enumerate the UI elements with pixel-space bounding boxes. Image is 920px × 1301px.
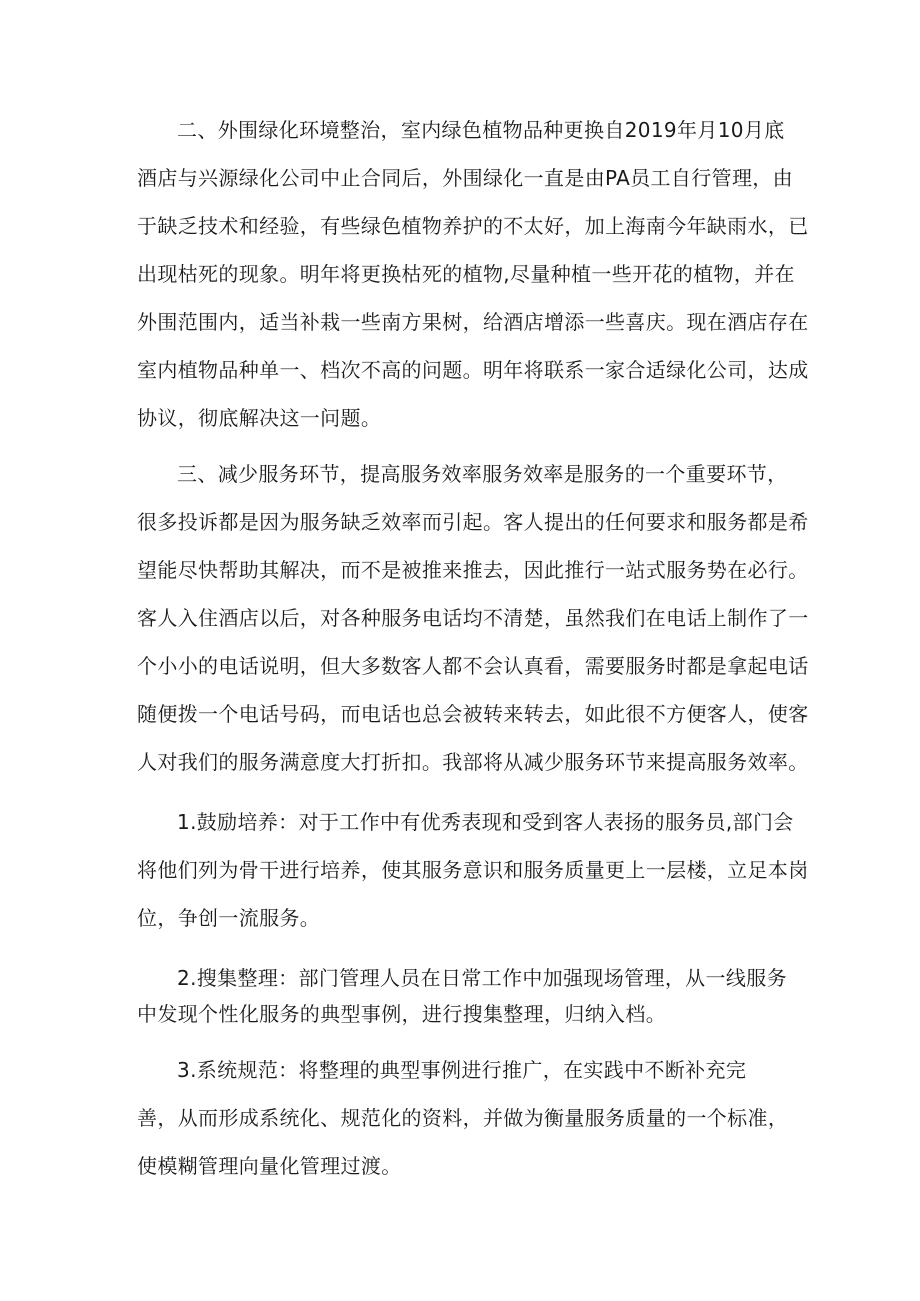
text-line: 1.鼓励培养：对于工作中有优秀表现和受到客人表扬的服务员,部门会 xyxy=(177,810,794,834)
text-line: 客人入住酒店以后，对各种服务电话均不清楚，虽然我们在电话上制作了一 xyxy=(137,606,809,630)
text-line: 外围范围内，适当补栽一些南方果树，给酒店增添一些喜庆。现在酒店存在 xyxy=(137,310,809,334)
text-line: 出现枯死的现象。明年将更换枯死的植物,尽量种植一些开花的植物，并在 xyxy=(137,262,795,286)
text-line: 中发现个性化服务的典型事例，进行搜集整理，归纳入档。 xyxy=(137,1002,667,1026)
text-line: 3.系统规范：将整理的典型事例进行推广，在实践中不断补充完 xyxy=(177,1058,747,1082)
text-line: 很多投诉都是因为服务缺乏效率而引起。客人提出的任何要求和服务都是希 xyxy=(137,510,809,534)
text-line: 个小小的电话说明，但大多数客人都不会认真看，需要服务时都是拿起电话 xyxy=(137,654,809,678)
text-line: 位，争创一流服务。 xyxy=(137,906,321,930)
text-line: 酒店与兴源绿化公司中止合同后，外围绿化一直是由PA员工自行管理，由 xyxy=(137,166,794,190)
text-line: 将他们列为骨干进行培养，使其服务意识和服务质量更上一层楼，立足本岗 xyxy=(137,858,809,882)
text-line: 使模糊管理向量化管理过渡。 xyxy=(137,1154,402,1178)
text-line: 三、减少服务环节，提高服务效率服务效率是服务的一个重要环节， xyxy=(177,462,788,486)
text-line: 二、外围绿化环境整治，室内绿色植物品种更换自2019年月10月底 xyxy=(177,118,785,142)
text-line: 善，从而形成系统化、规范化的资料，并做为衡量服务质量的一个标准， xyxy=(137,1106,789,1130)
text-line: 协议，彻底解决这一问题。 xyxy=(137,406,382,430)
text-line: 2.搜集整理：部门管理人员在日常工作中加强现场管理，从一线服务 xyxy=(177,966,787,990)
text-line: 人对我们的服务满意度大打折扣。我部将从减少服务环节来提高服务效率。 xyxy=(137,750,809,774)
text-line: 随便拨一个电话号码，而电话也总会被转来转去，如此很不方便客人，使客 xyxy=(137,702,809,726)
text-line: 望能尽快帮助其解决，而不是被推来推去，因此推行一站式服务势在必行。 xyxy=(137,558,809,582)
text-line: 于缺乏技术和经验，有些绿色植物养护的不太好，加上海南今年缺雨水，已 xyxy=(137,214,809,238)
text-line: 室内植物品种单一、档次不高的问题。明年将联系一家合适绿化公司，达成 xyxy=(137,358,809,382)
